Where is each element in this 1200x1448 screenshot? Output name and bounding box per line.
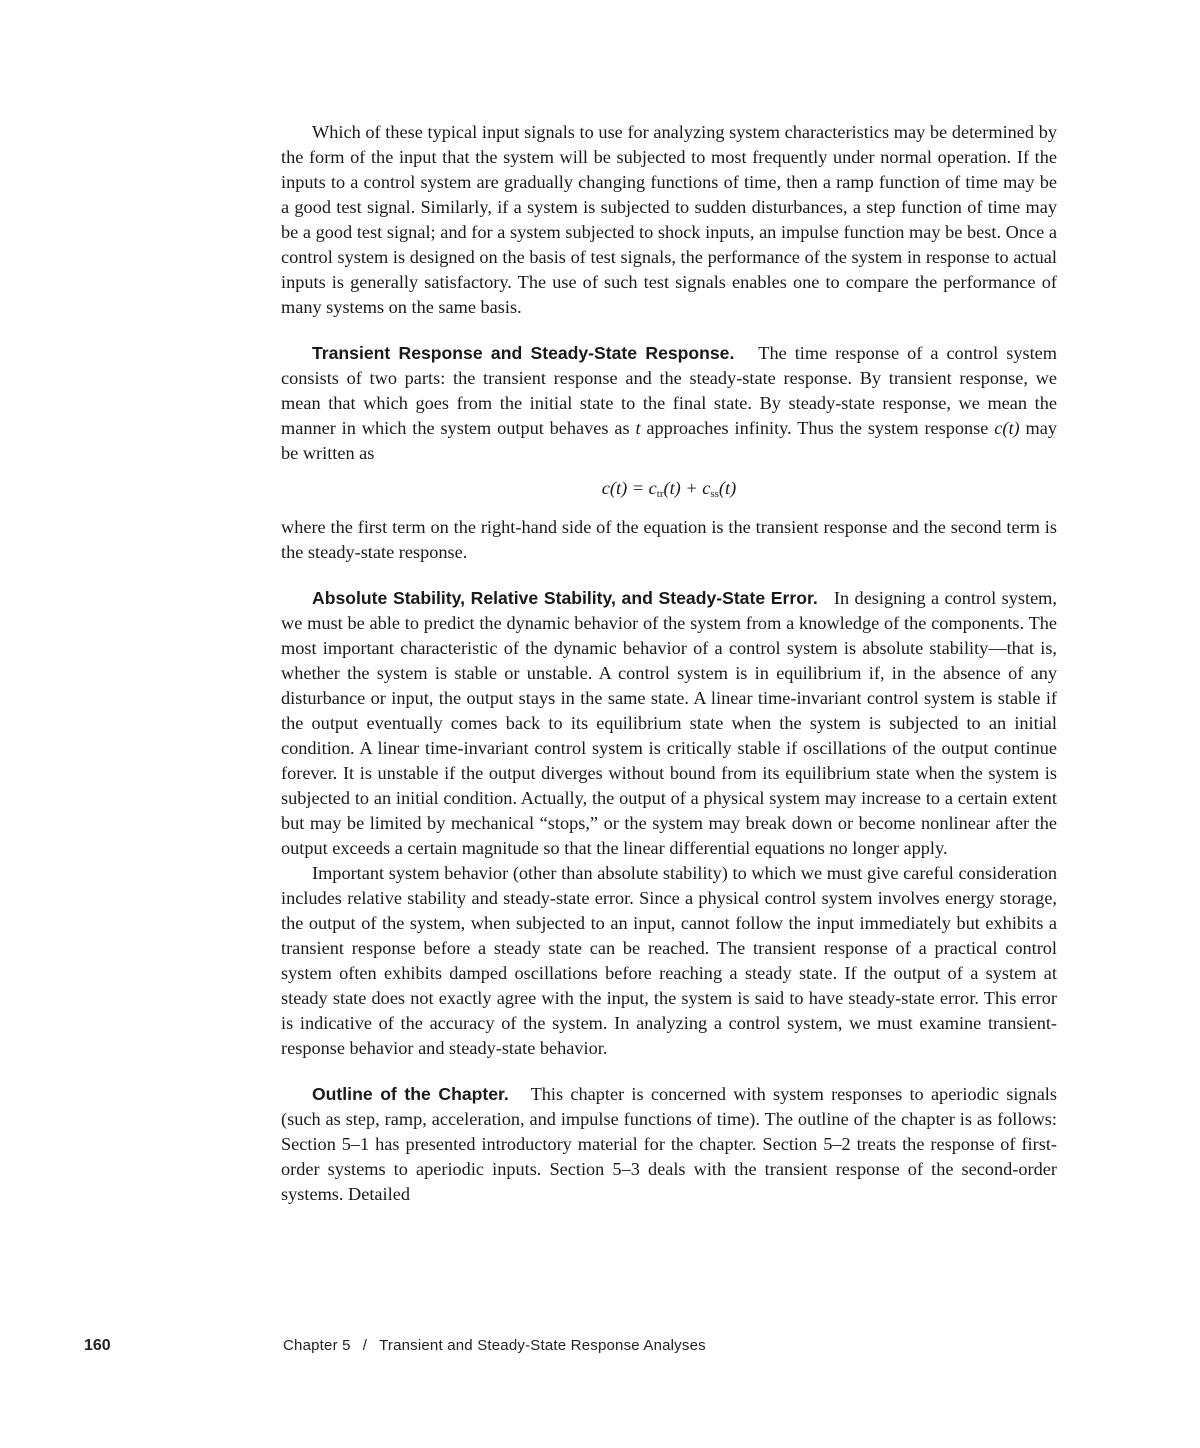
t-variable: t xyxy=(635,418,641,438)
equation-sub-ss: ss xyxy=(710,488,719,500)
transient-text-c: may be written as xyxy=(281,418,1057,463)
stability-text: In designing a control system, we must be able to predict the dynamic behavior of the system from a knowledge of the components. The most important characteristic of the dynamic behavior of a control system is absolute stability—that is, whether the system is stable or unstable. A control system is in equilibrium if, in the absence of any disturbance or input, the output stays in the same state. A linear time-invariant control system is stable if the output eventually comes back to its equilibrium state when the system is subjected to an initial condition. A linear time-invariant control system is critically stable if oscillations of the output continue forever. It is unstable if the output diverges without bound from its equilibrium state when the system is subjected to an initial condition. Actually, the output of a physical system may increase to a certain extent but may be limited by mechanical “stops,” or the system may break down or become nonlinear after the output exceeds a certain magnitude so that the linear differential equations no longer apply. xyxy=(281,588,1057,858)
page-body xyxy=(281,120,1057,1207)
important-paragraph: Important system behavior (other than absolute stability) to which we must give careful consideration includes relative stability and steady-state error. Since a physical control system involves energy storage, the output of the system, when subjected to an input, cannot follow the input immediately but exhibits a transient response before a steady state can be reached. The transient response of a practical control system often exhibits damped oscillations before reaching a steady state. If the output of a system at steady state does not exactly agree with the input, the system is said to have steady-state error. This error is indicative of the accuracy of the system. In analyzing a control system, we must examine transient-response behavior and steady-state behavior. xyxy=(281,863,1057,1058)
stability-heading: Absolute Stability, Relative Stability, and Steady-State Error. xyxy=(312,588,818,608)
intro-paragraph: Which of these typical input signals to use for analyzing system characteristics may be determined by the form of the input that the system will be subjected to most frequently under normal operation. If the inputs to a control system are gradually changing functions of time, then a ramp function of time may be a good test signal. Similarly, if a system is subjected to sudden disturbances, a step function of time may be a good test signal; and for a system subjected to shock inputs, an impulse function may be best. Once a control system is designed on the basis of test signals, the performance of the system in response to actual inputs is generally satisfactory. The use of such test signals enables one to compare the performance of many systems on the same basis. xyxy=(281,122,1057,317)
transient-heading: Transient Response and Steady-State Response. xyxy=(312,343,735,363)
after-equation-paragraph: where the first term on the right-hand side of the equation is the transient response and the second term is the steady-state response. xyxy=(281,517,1057,562)
equation-sub-tr: tr xyxy=(656,488,664,500)
transient-text-a: The time response of a control system consists of two parts: the transient response and the steady-state response. By transient response, we mean that which goes from the initial state to the final state. By steady-state response, we mean the manner in which the system output behaves as xyxy=(281,343,1057,438)
running-head xyxy=(283,1337,706,1354)
equation-lhs: c(t) = c xyxy=(601,478,657,498)
outline-heading: Outline of the Chapter. xyxy=(312,1084,509,1104)
page-number: 160 xyxy=(84,1337,111,1354)
outline-paragraph xyxy=(281,1082,1057,1207)
equation-rhs: (t) xyxy=(718,478,737,498)
running-head-chapter: Chapter 5 xyxy=(283,1337,351,1354)
ct-expression: c(t) xyxy=(994,418,1020,438)
transient-paragraph xyxy=(281,341,1057,466)
stability-paragraph xyxy=(281,586,1057,861)
running-head-separator: / xyxy=(362,1337,368,1354)
equation-mid: (t) + c xyxy=(663,478,711,498)
running-head-title: Transient and Steady-State Response Analyses xyxy=(379,1337,706,1354)
outline-text: This chapter is concerned with system responses to aperiodic signals (such as step, ramp, acceleration, and impulse functions of time). The outline of the chapter is as follows: Section 5–1 has presented introductory material for the chapter. Section 5–2 treats the response of first-order systems to aperiodic inputs. Section 5–3 deals with the transient response of the second-order systems. Detailed xyxy=(281,1084,1058,1204)
transient-text-b: approaches infinity. Thus the system response xyxy=(646,418,989,438)
response-equation xyxy=(281,476,1057,507)
